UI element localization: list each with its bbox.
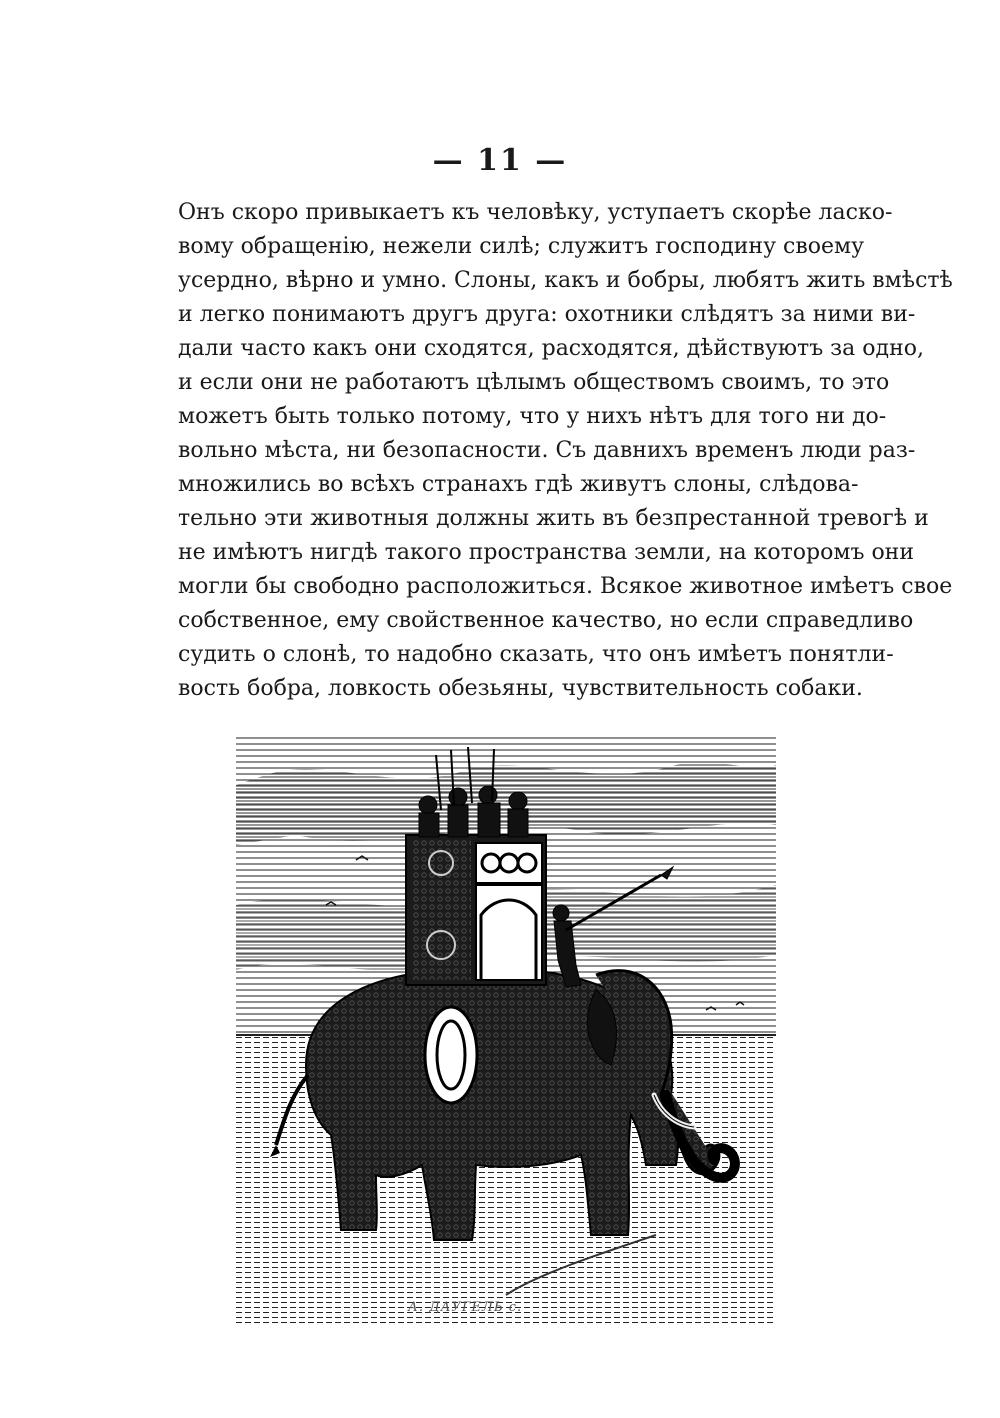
text-line: судить о слонѣ, то надобно сказать, что онъ имѣетъ понятли-: [178, 642, 894, 667]
text-line: и если они не работаютъ цѣлымъ обществомъ своимъ, то это: [178, 370, 890, 395]
text-line: и легко понимаютъ другъ друга: охотники слѣдятъ за ними ви-: [178, 302, 916, 327]
text-line: вость бобра, ловкость обезьяны, чувствительность собаки.: [178, 676, 863, 701]
text-line: усердно, вѣрно и умно. Слоны, какъ и бобры, любятъ жить вмѣстѣ: [178, 268, 953, 293]
page-number: — 11 —: [432, 143, 568, 178]
war-elephant-engraving: [236, 735, 776, 1323]
body-text: [178, 196, 953, 706]
text-line: собственное, ему свойственное качество, но если справедливо: [178, 608, 914, 633]
text-line: вольно мѣста, ни безопасности. Съ давнихъ временъ люди раз-: [178, 438, 916, 463]
text-line: дали часто какъ они сходятся, расходятся, дѣйствуютъ за одно,: [178, 336, 924, 361]
text-line: вому обращенію, нежели силѣ; служитъ господину своему: [178, 234, 865, 259]
engraver-signature: А. ДАУГЕЛЬ с.: [408, 1300, 523, 1315]
text-line: Онъ скоро привыкаетъ къ человѣку, уступаетъ скорѣе ласко-: [178, 200, 893, 225]
text-line: можетъ быть только потому, что у нихъ нѣтъ для того ни до-: [178, 404, 887, 429]
text-line: тельно эти животныя должны жить въ безпрестанной тревогѣ и: [178, 506, 929, 531]
text-line: множились во всѣхъ странахъ гдѣ живутъ слоны, слѣдова-: [178, 472, 859, 497]
text-line: могли бы свободно расположиться. Всякое животное имѣетъ свое: [178, 574, 953, 599]
text-line: не имѣютъ нигдѣ такого пространства земли, на которомъ они: [178, 540, 915, 565]
